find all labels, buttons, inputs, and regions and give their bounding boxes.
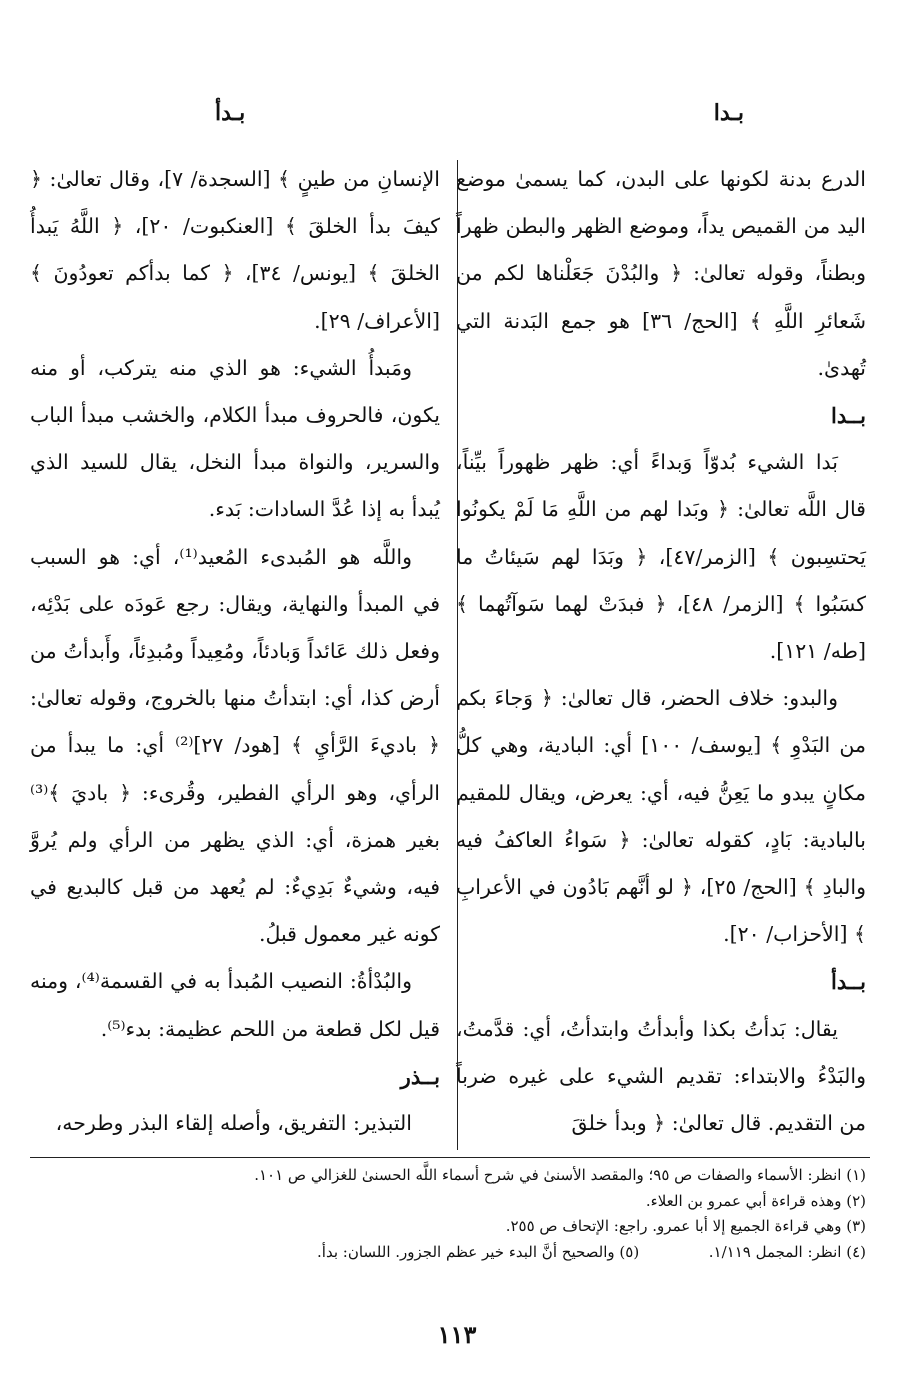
paragraph: واللَّه هو المُبدىء المُعيد⁽¹⁾، أي: هو السبب في المبدأ والنهاية، ويقال: رجع عَودَه على بَدْئِه، وفعل ذلك عَائداً وَبادئاً، ومُعِيداً ومُبدِئاً، وأَبدأتُ من أرض كذا، أي: ابتدأتُ منها بالخروج، وقوله تعالىٰ: ﴿ باديءَ الرَّأيِ ﴾ [هود/ ٢٧]⁽²⁾ أي: ما يبدأ من الرأي، وهو الرأي الفطير، وقُرىء: ﴿ باديَ ﴾⁽³⁾ بغير همزة، أي: الذي يظهر من الرأي ولم يُروَّ فيه، وشيءٌ بَدِيءٌ: لم يُعهد من قبل كالبديع في كونه غير معمول قبلُ. bbox=[30, 544, 440, 947]
entry-headword: بــدأ bbox=[830, 969, 866, 995]
paragraph: بَدا الشيء بُدوّاً وَبداءً أي: ظهر ظهوراً بيِّناً، قال اللَّه تعالىٰ: ﴿ وبَدا لهم من اللَّهِ مَا لَمْ يكونُوا يَحتسِبون ﴾ [الزمر/٤٧]، ﴿ وبَدَا لهم سَيئاتُ ما كسَبُوا ﴾ [الزمر/ ٤٨]، ﴿ فبدَتْ لهما سَوآتُهما ﴾ [طه/ ١٢١]. bbox=[456, 450, 866, 664]
left-column bbox=[30, 156, 440, 1147]
footnote: (٥) والصحيح أنَّ البدء خير عظم الجزور. اللسان: بدأ. bbox=[317, 1242, 640, 1261]
running-head-right: بـدا bbox=[713, 100, 744, 126]
column-divider bbox=[457, 160, 458, 1150]
entry-headword: بــذر bbox=[400, 1063, 440, 1089]
paragraph: ومَبدأُ الشيء: هو الذي منه يتركب، أو منه يكون، فالحروف مبدأ الكلام، والخشب مبدأ الباب والسرير، والنواة مبدأ النخل، يقال للسيد الذي يُبدأ به إذا عُدَّ السادات: بَدء. bbox=[30, 355, 440, 522]
running-head-left: بـدأ bbox=[215, 100, 246, 126]
footnote: (١) انظر: الأسماء والصفات ص ٩٥؛ والمقصد الأسنىٰ في شرح أسماء اللَّه الحسنىٰ للغزالي ص ١٠١. bbox=[254, 1166, 866, 1184]
paragraph: والبُدْأةُ: النصيب المُبدأ به في القسمة⁽⁴⁾، ومنه قيل لكل قطعة من اللحم عظيمة: بدء⁽⁵⁾. bbox=[30, 969, 440, 1041]
footnote-row bbox=[40, 1240, 866, 1266]
page-number: ١١٣ bbox=[437, 1320, 477, 1349]
paragraph: يقال: بَدأتُ بكذا وأبدأتُ وابتدأتُ، أي: قدَّمتُ، والبَدْءُ والابتداء: تقديم الشيء على غيره ضرباً من التقديم. قال تعالىٰ: ﴿ وبدأ خلقَ bbox=[456, 1016, 866, 1136]
footnote-rule bbox=[30, 1157, 870, 1158]
right-column bbox=[456, 156, 866, 1147]
footnote: (٣) وهي قراءة الجميع إلا أبا عمرو. راجع: الإتحاف ص ٢٥٥. bbox=[505, 1217, 866, 1235]
footnote: (٢) وهذه قراءة أبي عمرو بن العلاء. bbox=[645, 1191, 866, 1210]
entry-headword: بــدا bbox=[830, 403, 866, 429]
paragraph: الإنسانِ من طينٍ ﴾ [السجدة/ ٧]، وقال تعالىٰ: ﴿ كيفَ بدأ الخلقَ ﴾ [العنكبوت/ ٢٠]، ﴿ اللَّهُ يَبدأُ الخلقَ ﴾ [يونس/ ٣٤]، ﴿ كما بدأكم تعودُونَ ﴾ [الأعراف/ ٢٩]. bbox=[30, 167, 440, 333]
footnotes bbox=[40, 1163, 866, 1265]
paragraph: الدرع بدنة لكونها على البدن، كما يسمىٰ موضع اليد من القميص يداً، وموضع الظهر والبطن ظهراً وبطناً، وقوله تعالىٰ: ﴿ والبُدْنَ جَعَلْناها لكم من شَعائرِ اللَّهِ ﴾ [الحج/ ٣٦] هو جمع البَدنة التي تُهدىٰ. bbox=[456, 167, 867, 380]
paragraph: التبذير: التفريق، وأصله إلقاء البذر وطرحه، bbox=[55, 1111, 412, 1136]
paragraph: والبدو: خلاف الحضر، قال تعالىٰ: ﴿ وَجاءَ بكم من البَدْوِ ﴾ [يوسف/ ١٠٠] أي: البادية، وهي كلُّ مكانٍ يبدو ما يَعِنُّ فيه، أي: يعرض، ويقال للمقيم بالبادية: بَادٍ، كقوله تعالىٰ: ﴿ سَواءُ العاكفُ فيه والبادِ ﴾ [الحج/ ٢٥]، ﴿ لو أنَّهم بَادُون في الأعرابِ ﴾ [الأحزاب/ ٢٠]. bbox=[456, 686, 866, 947]
footnote: (٤) انظر: المجمل ١/١١٩. bbox=[708, 1242, 866, 1261]
